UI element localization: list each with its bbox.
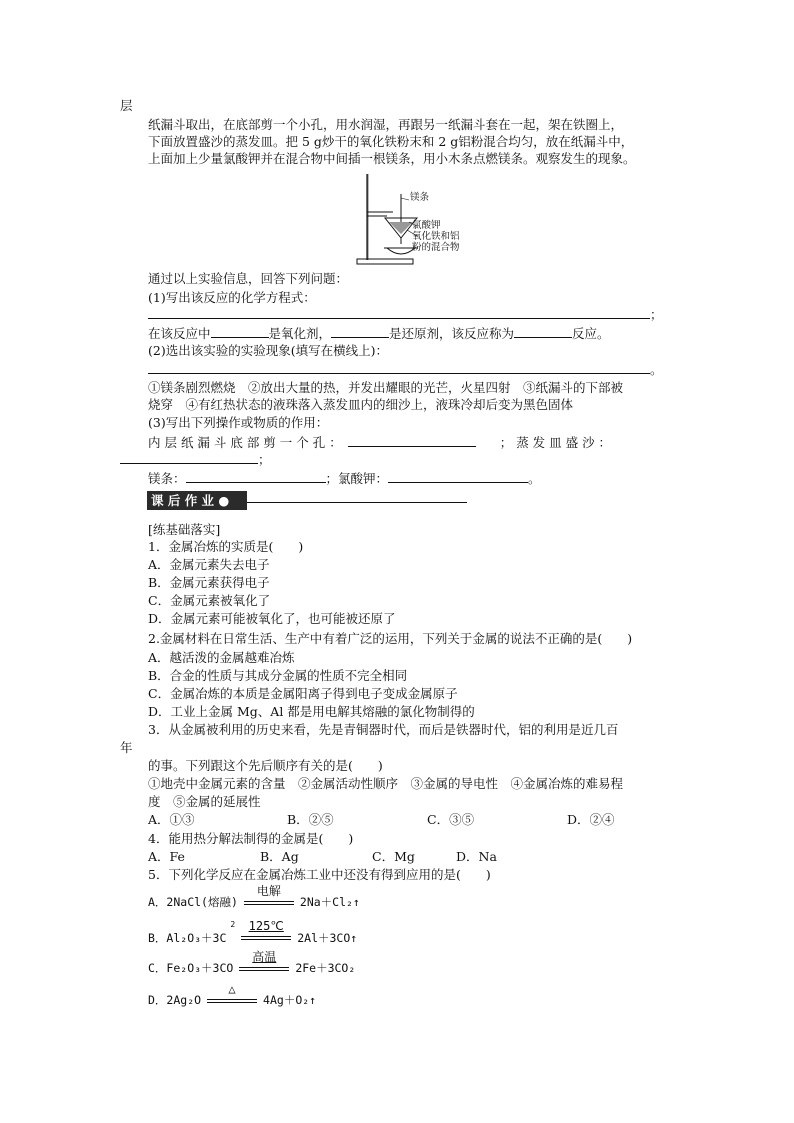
q2-option-d: D．工业上金属 Mg、Al 都是用电解其熔融的氯化物制得的: [148, 704, 475, 719]
q2-option-c: C．金属冶炼的本质是金属阳离子得到电子变成金属原子: [148, 686, 458, 701]
q1-option-d: D．金属元素可能被氧化了，也可能被还原了: [148, 611, 396, 626]
section-divider: [247, 502, 467, 503]
circle-bullet-icon: ●: [218, 493, 230, 508]
q5-option-d: [148, 981, 317, 1008]
q1b-text-3: 是还原剂，该反应称为: [389, 326, 515, 341]
para-line-3: 上面加上少量氯酸钾并在混合物中间插一根镁条，用小木条点燃镁条。观察发生的现象。: [148, 151, 636, 166]
question-4: 4．能用热分解法制得的金属是( ): [148, 831, 354, 846]
reductant-blank[interactable]: [331, 325, 389, 338]
q5a-condition-bar: [244, 883, 294, 908]
q5b-condition: 125℃: [248, 919, 284, 934]
phenomena-line-1: ①镁条剧烈燃烧 ②放出大量的热，并发出耀眼的光芒，火星四射 ③纸漏斗的下部被: [148, 380, 624, 395]
q3-option-a: A．①③: [148, 812, 195, 827]
sub-title: [练基础落实]: [148, 522, 221, 537]
label-mix2: 粉的混合物: [412, 242, 460, 253]
q5a-reactants: A．2NaCl(熔融): [148, 895, 238, 909]
q5b-superscript: 2: [230, 920, 236, 929]
q5d-condition-bar: [207, 981, 257, 1006]
q1-option-a: A．金属元素失去电子: [148, 557, 270, 572]
q3b-text: ； 蒸 发 皿 盛 沙 ：: [499, 435, 612, 450]
mg-purpose-blank[interactable]: [186, 470, 326, 483]
phenomena-line-2: 烧穿 ④有红热状态的液珠落入蒸发皿内的细沙上，液珠冷却后变为黑色固体: [148, 397, 574, 412]
kclo3-purpose-blank[interactable]: [388, 470, 528, 483]
label-mix1: 氧化铁和铝: [412, 231, 460, 242]
q5d-reactants: D．2Ag₂O: [148, 993, 202, 1007]
q5-option-b: [148, 919, 358, 946]
q4-option-d: D．Na: [456, 849, 497, 864]
q5a-products: 2Na＋Cl₂↑: [299, 895, 360, 909]
q3a-continue-row: [120, 451, 271, 468]
q4-option-a: A．Fe: [148, 849, 185, 864]
q2-answer-row: [148, 361, 663, 378]
thermite-apparatus-figure: [355, 170, 475, 268]
q1-option-c: C．金属元素被氧化了: [148, 593, 271, 608]
label-kclo3: 氯酸钾: [412, 220, 441, 231]
q3a-text: 内 层 纸 漏 斗 底 部 剪 一 个 孔 ：: [148, 435, 342, 450]
q1b-text-1: 在该反应中: [148, 326, 211, 341]
q5b-reactants: B．Al₂O₃＋3C: [148, 930, 227, 945]
q1-text: (1)写出该反应的化学方程式：: [148, 290, 316, 305]
mg-label: 镁条：: [148, 471, 186, 486]
q2-option-a: A．越活泼的金属越难冶炼: [148, 650, 295, 665]
q1b-text-2: 是氧化剂，: [268, 326, 332, 341]
question-3-line-2: 年: [120, 740, 133, 755]
semicolon: ；: [650, 307, 663, 322]
section-title: 课 后 作 业: [151, 493, 215, 508]
q5d-condition: △: [228, 981, 236, 996]
para-line-1: 纸漏斗取出，在底部剪一个小孔，用水润湿，再跟另一纸漏斗套在一起，架在铁圈上，: [148, 117, 624, 132]
top-fragment: 层: [120, 98, 133, 113]
para-line-2: 下面放置盛沙的蒸发皿。把 5 g炒干的氧化铁粉末和 2 g铝粉混合均匀，放在纸漏斗中，: [148, 134, 634, 149]
period: 。: [528, 471, 541, 486]
answer-blank[interactable]: [148, 306, 650, 319]
question-2: 2.金属材料在日常生活、生产中有着广泛的运用，下列关于金属的说法不正确的是( ): [148, 631, 633, 646]
q2-text: (2)选出该实验的实验现象(填写在横线上)：: [148, 343, 388, 358]
q3-option-c: C．③⑤: [427, 812, 475, 827]
q3c-row: [148, 470, 541, 487]
q5c-condition-bar: [239, 949, 289, 974]
reaction-type-blank[interactable]: [514, 325, 572, 338]
question-1: 1．金属冶炼的实质是( ): [148, 539, 304, 554]
q5d-products: 4Ag＋O₂↑: [263, 993, 317, 1007]
q1-option-b: B．金属元素获得电子: [148, 575, 270, 590]
q5a-condition: 电解: [256, 883, 281, 898]
q5-option-a: [148, 883, 360, 910]
q1b-row: [148, 325, 610, 342]
q1b-text-4: 反应。: [572, 326, 610, 341]
q5c-products: 2Fe＋3CO₂: [295, 961, 356, 975]
question-3-line-3: 的事。下列跟这个先后顺序有关的是( ): [148, 758, 383, 773]
intro-text: 通过以上实验信息，回答下列问题：: [148, 271, 349, 286]
kclo3-label: ；氯酸钾：: [325, 471, 389, 486]
question-3-line-5: 度 ⑤金属的延展性: [148, 794, 261, 809]
q5b-products: 2Al＋3CO↑: [297, 930, 358, 945]
label-mg: 镁条: [410, 192, 430, 203]
q3a-row: [148, 434, 611, 451]
q3-option-b: B．②⑤: [287, 812, 334, 827]
q5c-condition: 高温: [252, 949, 277, 964]
q4-option-c: C．Mg: [372, 849, 415, 864]
q1-answer-row: [148, 306, 663, 323]
q3-option-d: D．②④: [567, 812, 615, 827]
question-3-line-4: ①地壳中金属元素的含量 ②金属活动性顺序 ③金属的导电性 ④金属冶炼的难易程: [148, 776, 624, 791]
q5c-reactants: C．Fe₂O₃＋3CO: [148, 961, 234, 975]
q5-option-c: [148, 949, 356, 976]
question-5: 5．下列化学反应在金属冶炼工业中还没有得到应用的是( ): [148, 867, 491, 882]
period: 。: [650, 362, 663, 377]
sand-purpose-blank[interactable]: [120, 451, 258, 464]
phenomena-blank[interactable]: [148, 361, 650, 374]
section-banner: [147, 491, 247, 510]
oxidant-blank[interactable]: [211, 325, 269, 338]
q2-option-b: B．合金的性质与其成分金属的性质不完全相同: [148, 668, 408, 683]
q4-option-b: B．Ag: [260, 849, 299, 864]
q5b-condition-bar: [241, 919, 291, 943]
question-3-line-1: 3．从金属被利用的历史来看，先是青铜器时代，而后是铁器时代，铝的利用是近几百: [148, 722, 619, 737]
q3-text: (3)写出下列操作或物质的作用：: [148, 415, 329, 430]
semicolon: ；: [258, 452, 271, 467]
hole-purpose-blank[interactable]: [348, 434, 476, 447]
